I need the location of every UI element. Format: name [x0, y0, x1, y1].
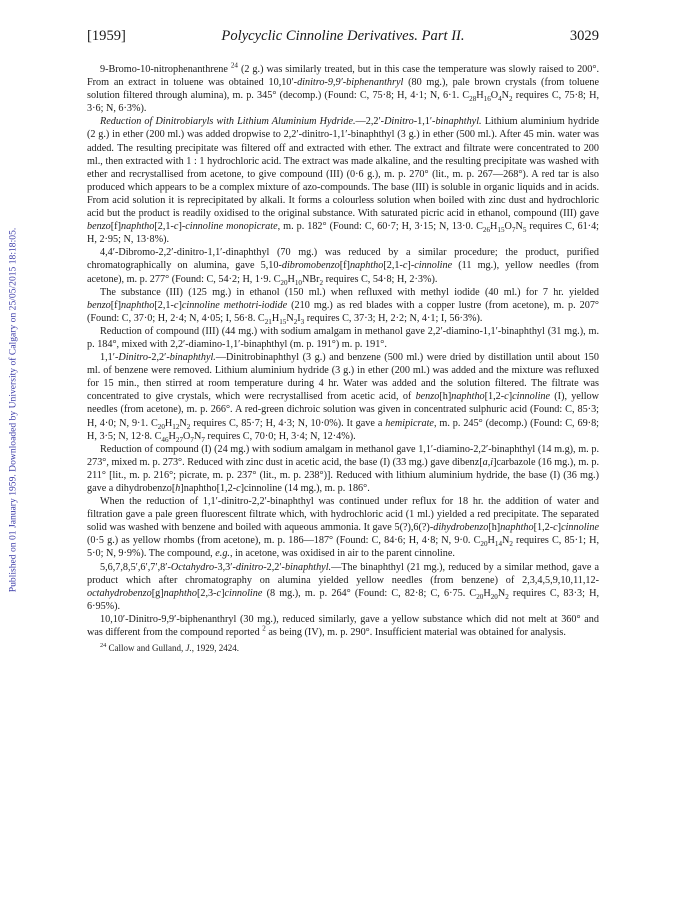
- paragraph: Reduction of compound (III) (44 mg.) with sodium amalgam in methanol gave 2,2′-diamino-1,1′-binaphthyl (31 mg.), m. p. 184°, mixed with 2,2′-diamino-1,1′-binaphthyl (m. p. 191°) m. p. 191°.: [87, 325, 599, 350]
- page-header: [87, 28, 599, 48]
- paragraph: Reduction of Dinitrobiaryls with Lithium Aluminium Hydride.—2,2′-Dinitro-1,1′-binaphthyl. Lithium aluminium hydride (2 g.) in ether (200 ml.) was added dropwise to 2,2′-dinitro-1,1′-binaphthyl (3 g.) in ether (500 ml.). After 45 min. water was added. The resulting precipitate was filtered off and extracted with ether. The extract and filtrate were concentrated to 200 ml., then extracted with 1 : 1 hydrochloric acid. The extract was made alkaline, and the resulting precipitate was washed with ether and recrystallised from acetone, to give compound (III) (0·6 g.), m. p. 270° (lit., m. p. 267—268°). A red tar is also produced which appears to be a complex mixture of azo-compounds. The base (III) is soluble in organic liquids and in acids. From acid solution it is reprecipitated by alkali. It forms a colourless solution when boiled with zinc dust and hydrochloric acid but the product is readily oxidised to the original substance. With saturated picric acid in ethanol, compound (III) gave benzo[f]naphtho[2,1-c]-cinnoline monopicrate, m. p. 182° (Found: C, 60·7; H, 3·15; N, 13·0. $C_{26}H_{15}O_7N_5$ requires C, 61·4; H, 2·95; N, 13·8%).: [87, 116, 599, 246]
- paragraph: 9-Bromo-10-nitrophenanthrene $^{24}$ (2 g.) was similarly treated, but in this case the temperature was slowly raised to 200°. From an extract in toluene was obtained 10,10′-dinitro-9,9′-biphenanthryl (80 mg.), pale brown crystals (from toluene solution filtered through alumina), m. p. 345° (decomp.) (Found: C, 75·8; H, 4·1; N, 6·1. $C_{28}H_{16}O_4N_2$ requires C, 75·8; H, 3·6; N, 6·3%).: [87, 61, 599, 115]
- journal-year: [1959]: [87, 28, 126, 44]
- paragraph: Reduction of compound (I) (24 mg.) with sodium amalgam in methanol gave 1,1′-diamino-2,2′-binaphthyl (14 m.g), m. p. 273°, mixed m. p. 273°. Reduced with zinc dust in acetic acid, the base (I) (33 mg.) gave dibenz[a,i]carbazole (16 mg.), m. p. 211° [lit., m. p. 216°; picrate, m. p. 237° (lit., m. p. 238°)]. Reduced with lithium aluminium hydride, the base (I) (36 mg.) gave a dihydrobenzo[h]naphtho[1,2-c]cinnoline (14 mg.), m. p. 186°.: [87, 443, 600, 494]
- paragraph: The substance (III) (125 mg.) in ethanol (150 ml.) when refluxed with methyl iodide (40 ml.) for 7 hr. yielded benzo[f]naphtho[2,1-c]cinnoline methotri-iodide (210 mg.) as red blades with a copper lustre (from acetone), m. p. 207° (Found: C, 37·0; H, 2·4; N, 4·05; I, 56·8. $C_{21}H_{15}N_2I_3$ requires C, 37·3; H, 2·2; N, 4·1; I, 56·3%).: [87, 286, 599, 326]
- footnote: $^{24}$ Callow and Gulland, J., 1929, 2424.: [100, 642, 240, 654]
- side-note-text: Published on 01 January 1959. Downloaded by University of Calgary on 25/05/2015 18:18:05.: [7, 227, 19, 593]
- side-note: [2, 150, 24, 670]
- article-body: [87, 63, 599, 654]
- paragraph: 10,10′-Dinitro-9,9′-biphenanthryl (30 mg.), reduced similarly, gave a yellow substance which did not melt at 360° and was different from the compound reported $^2$ as being (IV), m. p. 290°. Insufficient material was obtained for analysis.: [87, 613, 599, 639]
- paragraph: 4,4′-Dibromo-2,2′-dinitro-1,1′-dinaphthyl (70 mg.) was reduced by a similar procedure; the product, purified chromatographically on alumina, gave 5,10-dibromobenzo[f]naphtho[2,1-c]-cinnoline (11 mg.), yellow needles (from acetone), m. p. 277° (Found: C, 54·2; H, 1·9. $C_{20}H_{10}NBr_2$ requires C, 54·8; H, 2·3%).: [87, 247, 599, 287]
- paragraph: When the reduction of 1,1′-dinitro-2,2′-binaphthyl was continued under reflux for 18 hr. the addition of water and filtration gave a pale green fluorescent filtrate which, with hydrochloric acid (1 ml.) yielded a red precipitate. The separated solid was washed with benzene and boiled with aqueous ammonia. It gave 5(?),6(?)-dihydrobenzo[h]naphtho[1,2-c]cinnoline (0·5 g.) as yellow rhombs (from acetone), m. p. 186—187° (Found: C, 84·6; H, 4·8; N, 9·0. $C_{20}H_{14}N_2$ requires C, 85·1; H, 5·0; N, 9·9%). The compound, e.g., in acetone, was oxidised in air to the parent cinnoline.: [87, 496, 599, 560]
- page-number: 3029: [569, 28, 599, 44]
- paragraph: 5,6,7,8,5′,6′,7′,8′-Octahydro-3,3′-dinitro-2,2′-binaphthyl.—The binaphthyl (21 mg.), reduced by a similar method, gave a product which after chromatography on alumina yielded yellow needles (from benzene) of 2,3,4,5,9,10,11,12-octahydrobenzo[g]naphtho[2,3-c]cinnoline (8 mg.), m. p. 264° (Found: C, 82·8; C, 6·75. $C_{20}H_{20}N_2$ requires C, 83·3; H, 6·95%).: [87, 561, 599, 612]
- running-title: Polycyclic Cinnoline Derivatives. Part II.: [221, 28, 465, 44]
- paragraph: 1,1′-Dinitro-2,2′-binaphthyl.—Dinitrobinaphthyl (3 g.) and benzene (500 ml.) were dried by distillation until about 150 ml. of benzene were removed. Lithium aluminium hydride (3 g.) in ether (200 ml.) was added and the mixture was refluxed for 15 min., then stirred at room temperature during 4 hr. Water was added and the solution filtered. The filtrate was concentrated to give crystals, which were recrystallised from acetic acid, of benzo[h]naphtho[1,2-c]cinnoline (I), yellow needles (from acetone), m. p. 266°. A red-green dichroic solution was given in concentrated sulphuric acid (Found: C, 85·3; H, 4·0; N, 9·1. $C_{20}H_{12}N_2$ requires C, 85·7; H, 4·3; N, 10·0%). It gave a hemipicrate, m. p. 245° (decomp.) (Found: C, 69·8; H, 3·5; N, 12·8. $C_{46}H_{27}O_7N_7$ requires C, 70·0; H, 3·4; N, 12·4%).: [87, 352, 600, 444]
